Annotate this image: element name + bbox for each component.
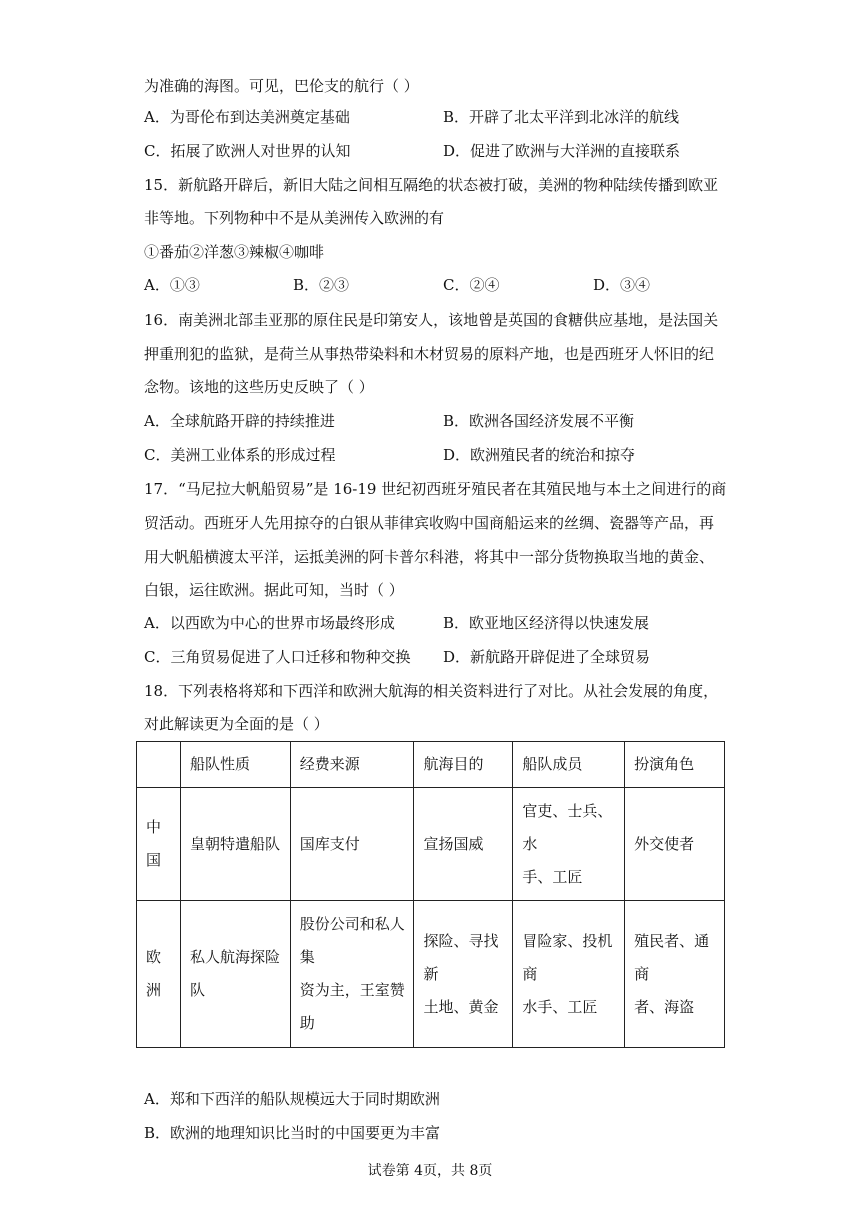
q15-option-b: B．②③: [293, 276, 350, 294]
q14-stem-tail: 为准确的海图。可见，巴伦支的航行（ ）: [144, 77, 419, 95]
table-cell: 中 国: [137, 788, 181, 901]
q16-option-d: D．欧洲殖民者的统治和掠夺: [443, 446, 636, 464]
table-header-row: [137, 742, 725, 788]
page-footer: 试卷第 4页，共 8页: [367, 1163, 493, 1179]
q17-stem-line4: 白银，运往欧洲。据此可知，当时（ ）: [144, 581, 404, 599]
q18-option-a: A．郑和下西洋的船队规模远大于同时期欧洲: [144, 1090, 440, 1108]
table-row: [137, 788, 725, 901]
table-header-cell: 经费来源: [290, 742, 414, 788]
q17-stem-line2: 贸活动。西班牙人先用掠夺的白银从菲律宾收购中国商船运来的丝绸、瓷器等产品，再: [144, 514, 715, 532]
q17-stem-line3: 用大帆船横渡太平洋，运抵美洲的阿卡普尔科港，将其中一部分货物换取当地的黄金、: [144, 548, 715, 566]
table-cell: 宣扬国威: [414, 788, 513, 901]
q15-stem-line2: 非等地。下列物种中不是从美洲传入欧洲的有: [144, 209, 445, 227]
q17-stem-line1: 17．“马尼拉大帆船贸易”是 16-19 世纪初西班牙殖民者在其殖民地与本土之间进行的商: [144, 480, 727, 498]
table-cell: 殖民者、通 商 者、海盗: [625, 901, 725, 1048]
q14-option-b: B．开辟了北太平洋到北冰洋的航线: [443, 108, 680, 126]
q15-stem-line1: 15．新航路开辟后，新旧大陆之间相互隔绝的状态被打破，美洲的物种陆续传播到欧亚: [144, 176, 719, 194]
table-header-cell: 船队成员: [513, 742, 625, 788]
table-header-cell: 航海目的: [414, 742, 513, 788]
table-header-cell: 船队性质: [180, 742, 290, 788]
q16-stem-line1: 16．南美洲北部圭亚那的原住民是印第安人，该地曾是英国的食糖供应基地，是法国关: [144, 311, 719, 329]
table-cell: 外交使者: [625, 788, 725, 901]
table-cell: 私人航海探险 队: [180, 901, 290, 1048]
q15-option-a: A．①③: [144, 276, 200, 294]
table-cell: 探险、寻找 新 土地、黄金: [414, 901, 513, 1048]
table-cell: 欧 洲: [137, 901, 181, 1048]
q18-option-b: B．欧洲的地理知识比当时的中国要更为丰富: [144, 1124, 441, 1142]
table-cell: 股份公司和私人 集 资为主，王室赞 助: [290, 901, 414, 1048]
q14-option-c: C．拓展了欧洲人对世界的认知: [144, 142, 351, 160]
q16-option-c: C．美洲工业体系的形成过程: [144, 446, 336, 464]
q14-option-a: A．为哥伦布到达美洲奠定基础: [144, 108, 350, 126]
comparison-table: [136, 741, 725, 1048]
q17-option-c: C．三角贸易促进了人口迁移和物种交换: [144, 648, 411, 666]
q16-stem-line3: 念物。该地的这些历史反映了（ ）: [144, 378, 374, 396]
q18-stem-line1: 18．下列表格将郑和下西洋和欧洲大航海的相关资料进行了对比。从社会发展的角度，: [144, 682, 719, 700]
table-cell: 官吏、士兵、 水 手、工匠: [513, 788, 625, 901]
table-header-cell: [137, 742, 181, 788]
q15-option-d: D．③④: [593, 276, 651, 294]
q16-option-b: B．欧洲各国经济发展不平衡: [443, 412, 635, 430]
table-cell: 国库支付: [290, 788, 414, 901]
q17-option-d: D．新航路开辟促进了全球贸易: [443, 648, 651, 666]
q17-option-b: B．欧亚地区经济得以快速发展: [443, 614, 650, 632]
q15-option-c: C．②④: [443, 276, 500, 294]
table-cell: 皇朝特遣船队: [180, 788, 290, 901]
table-row: [137, 901, 725, 1048]
q18-stem-line2: 对此解读更为全面的是（ ）: [144, 715, 329, 733]
q16-stem-line2: 押重刑犯的监狱，是荷兰从事热带染料和木材贸易的原料产地，也是西班牙人怀旧的纪: [144, 345, 715, 363]
table-header-cell: 扮演角色: [625, 742, 725, 788]
q14-option-d: D．促进了欧洲与大洋洲的直接联系: [443, 142, 681, 160]
q17-option-a: A．以西欧为中心的世界市场最终形成: [144, 614, 395, 632]
table-cell: 冒险家、投机 商 水手、工匠: [513, 901, 625, 1048]
q15-items: ①番茄②洋葱③辣椒④咖啡: [144, 243, 325, 261]
q16-option-a: A．全球航路开辟的持续推进: [144, 412, 335, 430]
